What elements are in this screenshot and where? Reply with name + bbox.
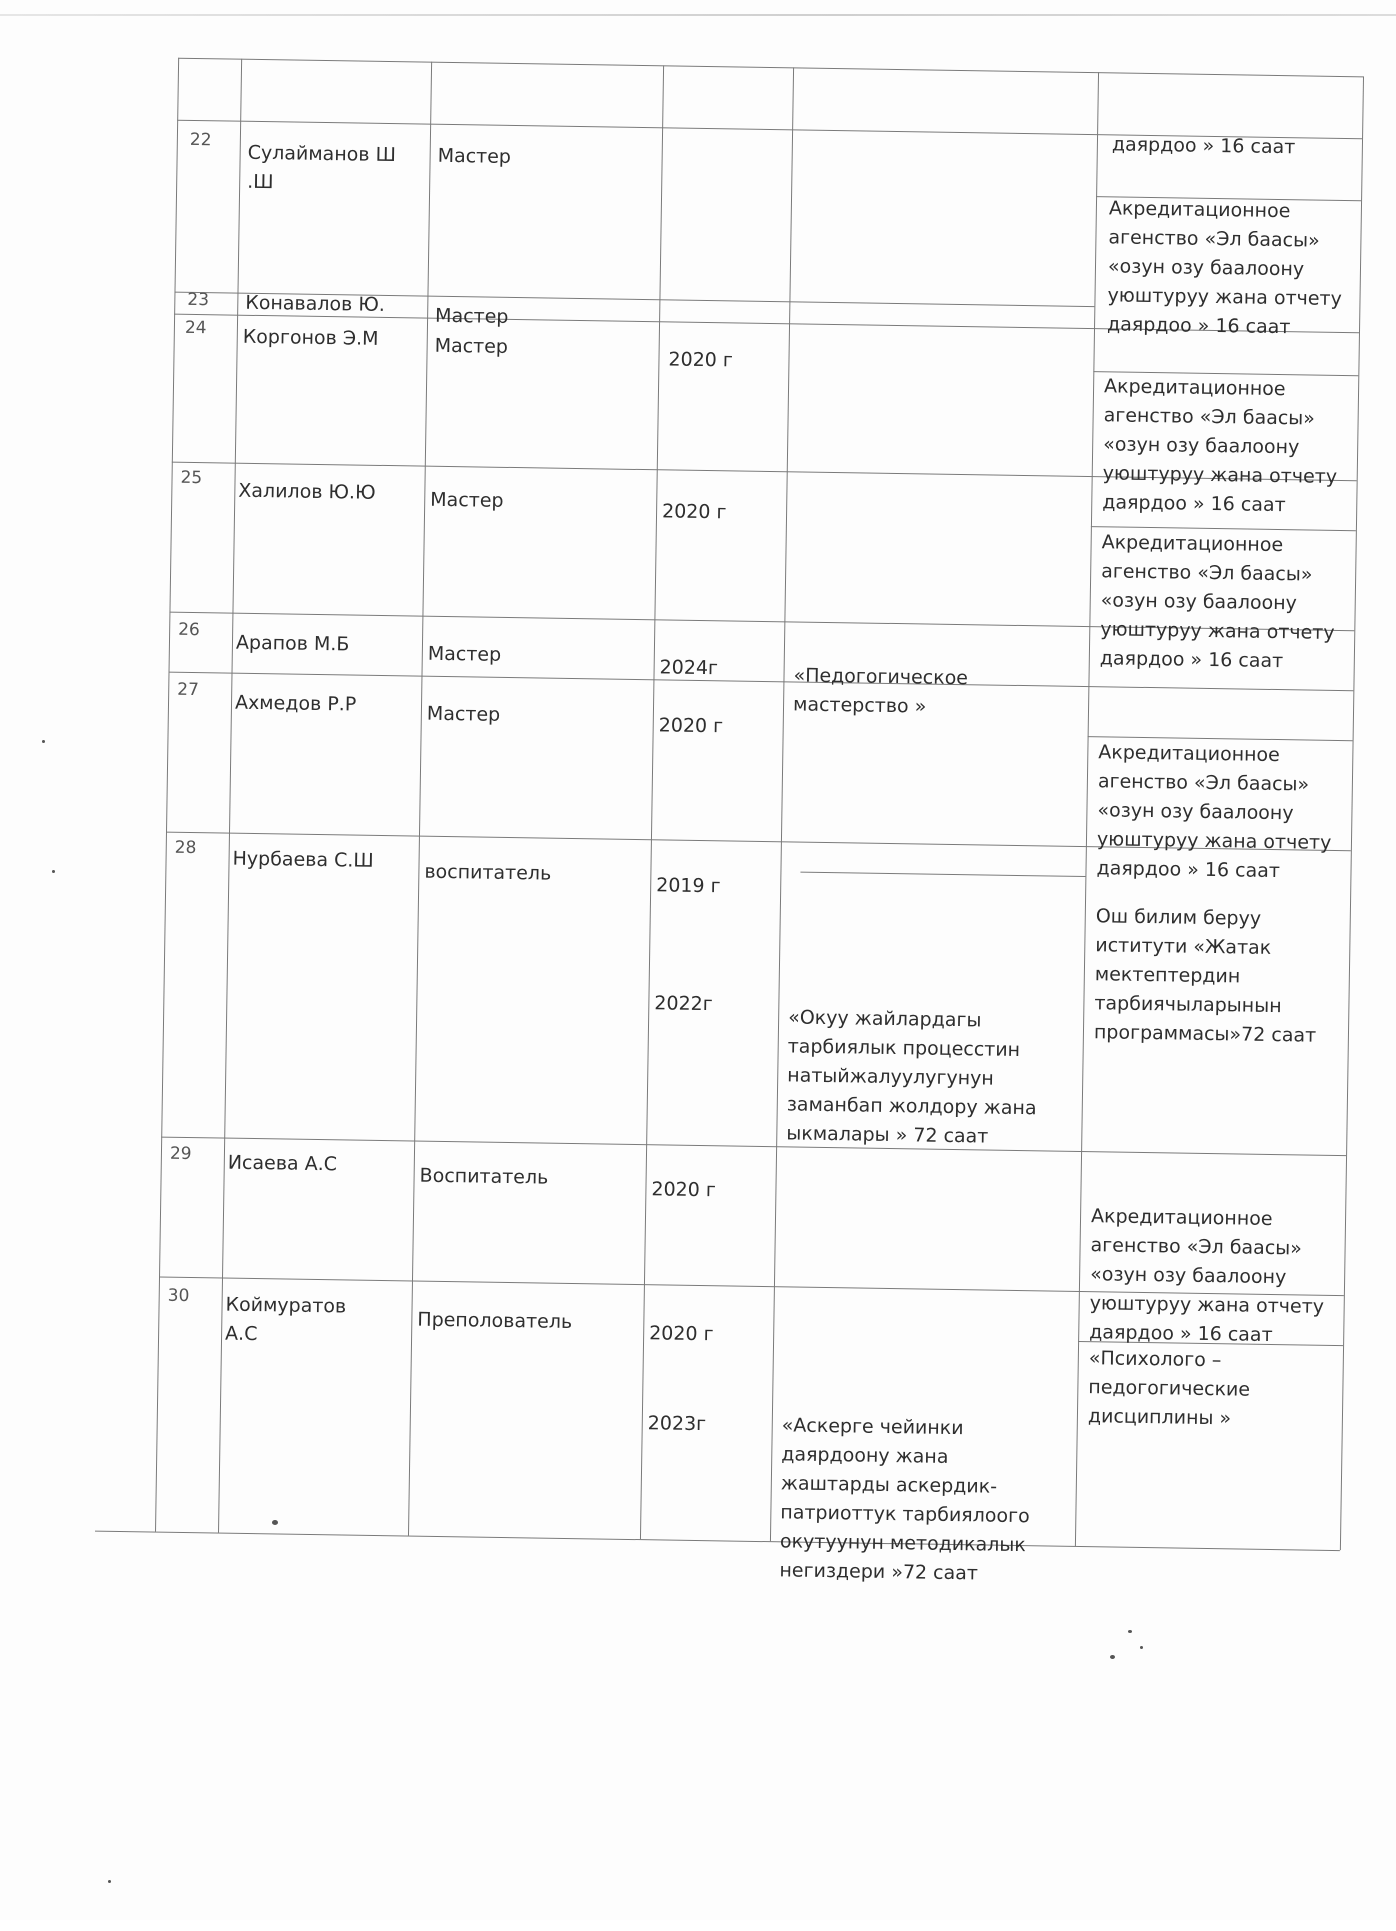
training-year: 2020 г xyxy=(651,1178,717,1202)
staff-name: Сулайманов Ш .Ш xyxy=(247,141,397,194)
column-divider xyxy=(770,67,794,1541)
training-note: Акредитационное агенство «Эл баасы» «озун озу баалоону уюштуруу жана отчету даярдоо » 16 саат xyxy=(1096,741,1332,883)
staff-position: Мастер xyxy=(437,144,512,168)
scan-speck xyxy=(42,740,45,743)
training-note: «Психолого – педогогические дисциплины » xyxy=(1087,1347,1251,1430)
training-note: Ош билим беруу иститути «Жатак мектептердин тарбиячыларынын программасы»72 саат xyxy=(1093,905,1317,1047)
training-year: 2020 г xyxy=(649,1322,714,1346)
staff-position: Мастер xyxy=(427,642,502,666)
scan-speck xyxy=(1140,1646,1143,1649)
table-border-bottom xyxy=(95,1531,1340,1552)
staff-position: Мастер xyxy=(430,488,504,512)
training-year: 2020 г xyxy=(661,500,727,524)
training-year: 2020 г xyxy=(668,348,734,372)
staff-name: Исаева А.С xyxy=(227,1151,338,1176)
scan-speck xyxy=(272,1520,278,1525)
training-year: 2020 г xyxy=(658,714,724,738)
staff-position: Мастер xyxy=(434,304,509,328)
training-year-second: 2023г xyxy=(647,1412,707,1436)
scan-speck xyxy=(52,870,55,873)
training-course: «Аскерге чейинки даярдоону жана жаштарды аскердик-патриоттук тарбиялоого окутуунун методикалык негиздери »72 саат xyxy=(779,1414,1030,1585)
row-number: 22 xyxy=(189,129,212,151)
continued-note: даярдоо » 16 саат xyxy=(1111,133,1296,159)
row-number: 30 xyxy=(167,1285,190,1307)
training-year: 2024г xyxy=(659,656,719,680)
staff-name: Конавалов Ю. xyxy=(245,291,386,316)
staff-name: Ахмедов Р.Р xyxy=(234,691,357,716)
training-note: Акредитационное агенство «Эл баасы» «озун озу баалоону уюштуруу жана отчету даярдоо » 16 саат xyxy=(1089,1205,1325,1347)
scan-speck xyxy=(1110,1655,1115,1659)
row-number: 25 xyxy=(180,467,203,489)
staff-name: Арапов М.Б xyxy=(235,631,350,656)
row-number: 29 xyxy=(169,1143,192,1165)
training-note: Акредитационное агенство «Эл баасы» «озун озу баалоону уюштуруу жана отчету даярдоо » 16 саат xyxy=(1102,375,1338,517)
column-divider xyxy=(640,65,664,1539)
staff-position: Мастер xyxy=(426,702,501,726)
training-note: Акредитационное агенство «Эл баасы» «озун озу баалоону уюштуруу жана отчету даярдоо » 16 саат xyxy=(1099,531,1335,673)
training-note: Акредитационное агенство «Эл баасы» «озун озу баалоону уюштуруу жана отчету даярдоо » 16 саат xyxy=(1106,197,1343,339)
training-course: «Окуу жайлардагы тарбиялык процесстин натыйжалуулугунун заманбап жолдору жана ыкмалары » 72 саат xyxy=(786,1006,1037,1148)
staff-position: Воспитатель xyxy=(419,1164,549,1189)
row-number: 24 xyxy=(184,317,207,339)
row-divider xyxy=(169,672,1354,692)
row-divider xyxy=(161,1137,1346,1157)
staff-name: Нурбаева С.Ш xyxy=(232,847,374,872)
staff-name: Коргонов Э.М xyxy=(242,325,379,350)
staff-position: воспитатель xyxy=(424,860,552,885)
row-number: 26 xyxy=(178,619,200,641)
staff-position: Преполователь xyxy=(417,1308,573,1334)
training-year: 2019 г xyxy=(656,874,721,898)
table-border-top xyxy=(178,58,1363,78)
row-number: 23 xyxy=(187,289,210,311)
scan-speck xyxy=(1128,1630,1132,1633)
staff-name: Коймуратов А.С xyxy=(224,1293,347,1346)
staff-position: Мастер xyxy=(434,334,509,358)
row-number: 27 xyxy=(177,679,200,701)
scan-speck xyxy=(108,1880,111,1883)
row-number: 28 xyxy=(174,837,197,859)
training-year-second: 2022г xyxy=(654,992,713,1016)
staff-name: Халилов Ю.Ю xyxy=(238,479,376,504)
row-divider xyxy=(800,872,1085,877)
training-course: «Педогогическое мастерство » xyxy=(792,664,969,718)
